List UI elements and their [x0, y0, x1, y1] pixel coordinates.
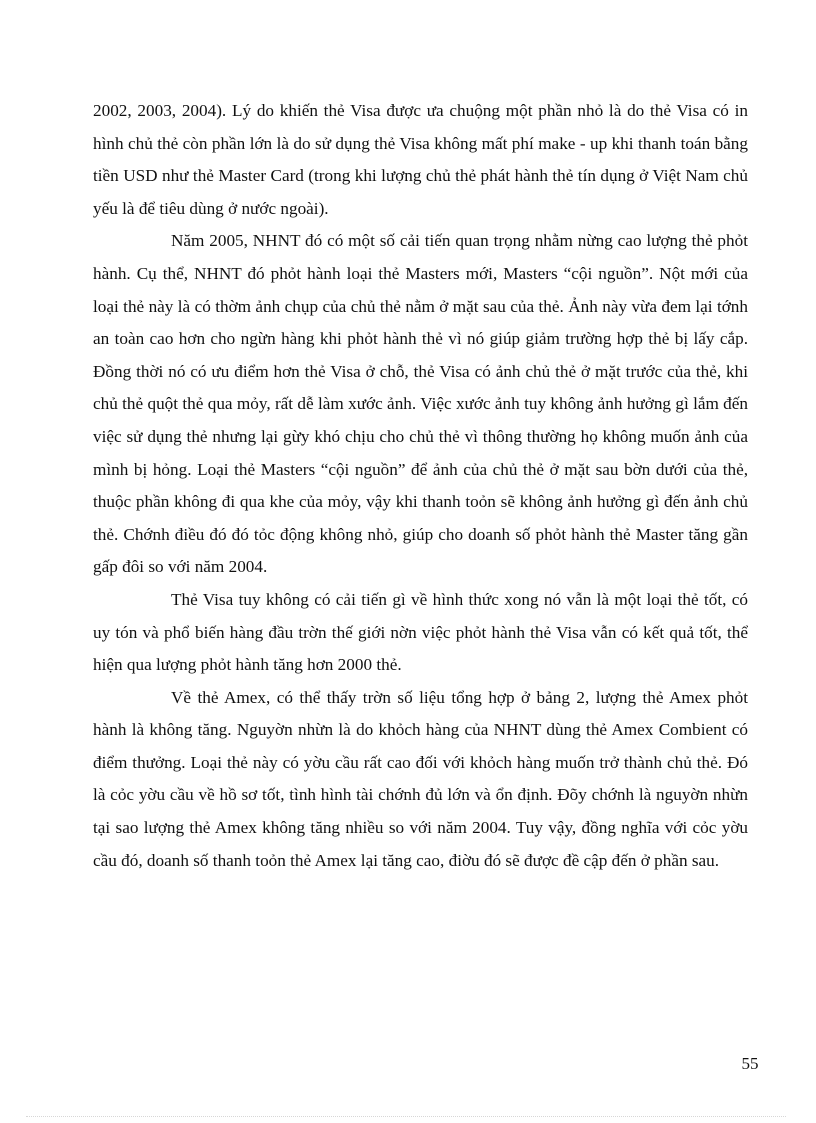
page-number: 55 — [741, 1054, 759, 1073]
paragraph-1: 2002, 2003, 2004). Lý do khiến thẻ Visa được ưa chuộng một phần nhỏ là do thẻ Visa có in hình chủ thẻ còn phần lớn là do sử dụng thẻ Visa không mất phí make - up khi thanh toán bằng tiền USD như thẻ Master Card (trong khi lượng chủ thẻ phát hành thẻ tín dụng ở Việt Nam chủ yếu là để tiêu dùng ở nước ngoài). — [93, 101, 748, 218]
page-body — [93, 95, 748, 877]
paragraph-3: Thẻ Visa tuy không có cải tiến gì về hình thức xong nó vẫn là một loại thẻ tốt, có uy tón và phổ biến hàng đầu trờn thế giới nờn việc phỏt hành thẻ Visa vẫn có kết quả tốt, thể hiện qua lượng phỏt hành tăng hơn 2000 thẻ. — [93, 589, 748, 675]
footer-dotted-rule — [26, 1116, 786, 1117]
paragraph-2: Năm 2005, NHNT đó có một số cải tiến quan trọng nhằm nừng cao lượng thẻ phỏt hành. Cụ thể, NHNT đó phỏt hành loại thẻ Masters mới, Masters “cội nguồn”. Nột mới của loại thẻ này là có thờm ảnh chụp của chủ thẻ nằm ở mặt sau của thẻ. Ảnh này vừa đem lại tớnh an toàn cao hơn cho ngừn hàng khi phỏt hành thẻ vì nó giúp giảm trường hợp thẻ bị lấy cắp. Đồng thời nó có ưu điểm hơn thẻ Visa ở chỗ, thẻ Visa có ảnh chủ thẻ ở mặt trước của thẻ, khi chủ thẻ quột thẻ qua mỏy, rất dễ làm xước ảnh. Việc xước ảnh tuy không ảnh hưởng gì lắm đến việc sử dụng thẻ nhưng lại gừy khó chịu cho chủ thẻ vì thông thường họ không muốn ảnh của mình bị hỏng. Loại thẻ Masters “cội nguồn” để ảnh của chủ thẻ ở mặt sau bờn dưới của thẻ, thuộc phần không đi qua khe của mỏy, vậy khi thanh toỏn sẽ không ảnh hưởng gì đến ảnh chủ thẻ. Chớnh điều đó đó tỏc động không nhỏ, giúp cho doanh số phỏt hành thẻ Master tăng gần gấp đôi so với năm 2004. — [93, 231, 748, 577]
paragraph-4: Về thẻ Amex, có thể thấy trờn số liệu tổng hợp ở bảng 2, lượng thẻ Amex phỏt hành là không tăng. Nguyờn nhừn là do khỏch hàng của NHNT dùng thẻ Amex Combient có điểm thưởng. Loại thẻ này có yờu cầu rất cao đối với khỏch hàng muốn trở thành chủ thẻ. Đó là cỏc yờu cầu về hồ sơ tốt, tình hình tài chớnh đủ lớn và ổn định. Đõy chớnh là nguyờn nhừn tại sao lượng thẻ Amex không tăng nhiều so với năm 2004. Tuy vậy, đồng nghĩa với cỏc yờu cầu đó, doanh số thanh toỏn thẻ Amex lại tăng cao, điờu đó sẽ được đề cập đến ở phần sau. — [93, 687, 748, 870]
